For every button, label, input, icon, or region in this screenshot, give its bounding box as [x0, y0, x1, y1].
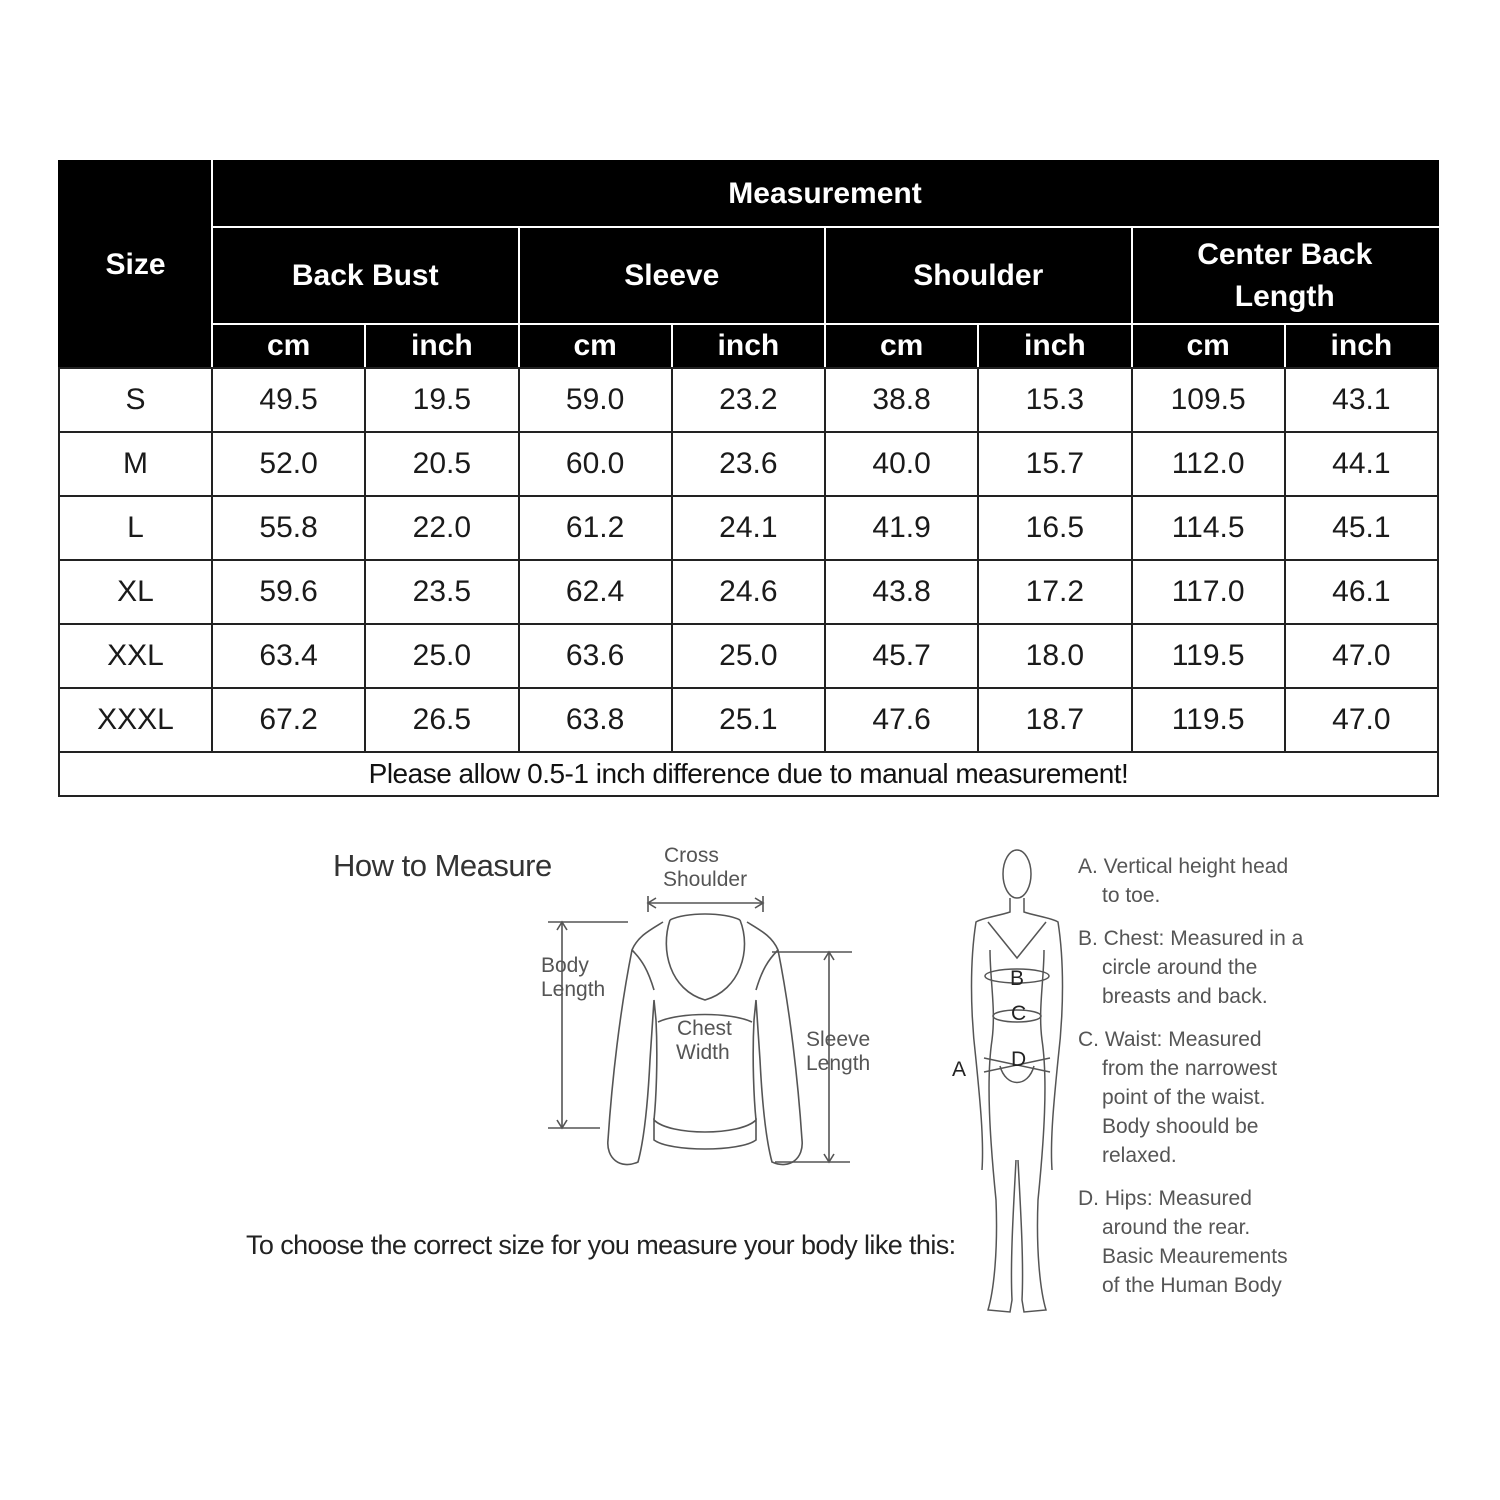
measurement-cell: 41.9 [825, 496, 978, 560]
note-line: to toe. [1102, 884, 1161, 907]
measurement-cell: 67.2 [212, 688, 365, 752]
size-chart-table [58, 160, 1439, 797]
unit-header: inch [672, 324, 825, 368]
measurement-cell: 45.1 [1285, 496, 1438, 560]
chest-width-label-2: Width [676, 1041, 730, 1064]
measurement-cell: 47.0 [1285, 624, 1438, 688]
measurement-cell: 23.5 [365, 560, 518, 624]
size-row [59, 432, 1438, 496]
measurement-cell: 63.8 [519, 688, 672, 752]
group-header-center-back-length [1132, 227, 1439, 324]
note-line: A. Vertical height head [1078, 855, 1289, 878]
measurement-cell: 46.1 [1285, 560, 1438, 624]
body-length-label-2: Length [541, 978, 606, 1001]
measurement-cell: 114.5 [1132, 496, 1285, 560]
size-row [59, 496, 1438, 560]
measurement-header: Measurement [212, 161, 1438, 227]
measurement-cell: 52.0 [212, 432, 365, 496]
measurement-cell: 47.0 [1285, 688, 1438, 752]
body-length-label-1: Body [541, 954, 589, 977]
unit-header: cm [212, 324, 365, 368]
center-back-length-label: Center Back Length [1197, 237, 1373, 313]
note-line: relaxed. [1102, 1144, 1177, 1167]
measurement-cell: 15.3 [978, 368, 1131, 432]
note-line: Body shoould be [1102, 1115, 1259, 1138]
measurement-cell: 17.2 [978, 560, 1131, 624]
note-line: C. Waist: Measured [1078, 1028, 1262, 1051]
measurement-cell: 55.8 [212, 496, 365, 560]
label-b: B [1010, 967, 1025, 990]
measurement-cell: 15.7 [978, 432, 1131, 496]
garment-measure-diagram [520, 840, 920, 1180]
measurement-cell: 119.5 [1132, 624, 1285, 688]
note-line: around the rear. [1102, 1216, 1251, 1239]
size-row [59, 688, 1438, 752]
measurement-cell: 38.8 [825, 368, 978, 432]
measurement-cell: 62.4 [519, 560, 672, 624]
measurement-cell: 16.5 [978, 496, 1131, 560]
measurement-cell: 44.1 [1285, 432, 1438, 496]
measurement-cell: 26.5 [365, 688, 518, 752]
measurement-cell: 40.0 [825, 432, 978, 496]
label-a: A [952, 1058, 967, 1081]
note-chest [1078, 924, 1338, 1011]
measurement-cell: 20.5 [365, 432, 518, 496]
cross-shoulder-label-1: Cross [664, 844, 719, 867]
group-header-sleeve: Sleeve [519, 227, 826, 324]
measurement-cell: 109.5 [1132, 368, 1285, 432]
size-table-body [59, 368, 1438, 752]
note-waist [1078, 1025, 1338, 1170]
measurement-cell: 117.0 [1132, 560, 1285, 624]
sleeve-length-label-1: Sleeve [806, 1028, 871, 1051]
measurement-cell: 24.6 [672, 560, 825, 624]
measurement-cell: 18.7 [978, 688, 1131, 752]
how-to-measure-title: How to Measure [333, 848, 552, 883]
size-row [59, 560, 1438, 624]
note-line: from the narrowest [1102, 1057, 1278, 1080]
measurement-cell: 119.5 [1132, 688, 1285, 752]
measurement-cell: 19.5 [365, 368, 518, 432]
body-measure-figure [940, 840, 1080, 1320]
note-line: D. Hips: Measured [1078, 1187, 1252, 1210]
measurement-note: Please allow 0.5-1 inch difference due to manual measurement! [59, 752, 1438, 796]
measurement-cell: 59.6 [212, 560, 365, 624]
unit-header: cm [519, 324, 672, 368]
size-cell: S [59, 368, 212, 432]
note-line: B. Chest: Measured in a [1078, 927, 1304, 950]
label-c: C [1011, 1002, 1027, 1025]
note-line: point of the waist. [1102, 1086, 1266, 1109]
measurement-cell: 22.0 [365, 496, 518, 560]
size-row [59, 368, 1438, 432]
note-vertical-height [1078, 852, 1338, 910]
head-shape [1003, 850, 1031, 898]
measurement-cell: 63.4 [212, 624, 365, 688]
sleeve-length-label-2: Length [806, 1052, 871, 1075]
note-line: breasts and back. [1102, 985, 1268, 1008]
measurement-cell: 24.1 [672, 496, 825, 560]
group-header-shoulder: Shoulder [825, 227, 1132, 324]
measurement-cell: 60.0 [519, 432, 672, 496]
label-d: D [1011, 1048, 1027, 1071]
size-cell: XL [59, 560, 212, 624]
size-cell: L [59, 496, 212, 560]
measurement-cell: 25.0 [365, 624, 518, 688]
measurement-cell: 112.0 [1132, 432, 1285, 496]
size-cell: M [59, 432, 212, 496]
measurement-cell: 45.7 [825, 624, 978, 688]
unit-header: cm [825, 324, 978, 368]
size-row [59, 624, 1438, 688]
unit-header: cm [1132, 324, 1285, 368]
measurement-cell: 23.6 [672, 432, 825, 496]
unit-header: inch [978, 324, 1131, 368]
cross-shoulder-label-2: Shoulder [663, 868, 748, 891]
measurement-cell: 47.6 [825, 688, 978, 752]
choose-size-instruction: To choose the correct size for you measure your body like this: [246, 1230, 956, 1260]
measurement-cell: 23.2 [672, 368, 825, 432]
group-header-back-bust: Back Bust [212, 227, 519, 324]
measurement-cell: 43.1 [1285, 368, 1438, 432]
measurement-cell: 18.0 [978, 624, 1131, 688]
note-line: Basic Meaurements [1102, 1245, 1288, 1268]
measurement-cell: 25.0 [672, 624, 825, 688]
size-cell: XXL [59, 624, 212, 688]
unit-header: inch [1285, 324, 1438, 368]
measurement-cell: 49.5 [212, 368, 365, 432]
note-line: circle around the [1102, 956, 1258, 979]
unit-header: inch [365, 324, 518, 368]
measurement-cell: 59.0 [519, 368, 672, 432]
size-cell: XXXL [59, 688, 212, 752]
measurement-cell: 25.1 [672, 688, 825, 752]
size-header: Size [59, 161, 212, 368]
measurement-cell: 63.6 [519, 624, 672, 688]
note-line: of the Human Body [1102, 1274, 1282, 1297]
note-hips [1078, 1184, 1338, 1300]
chest-width-label-1: Chest [677, 1017, 732, 1040]
measurement-cell: 61.2 [519, 496, 672, 560]
body-measure-notes [1078, 852, 1338, 1314]
measurement-cell: 43.8 [825, 560, 978, 624]
